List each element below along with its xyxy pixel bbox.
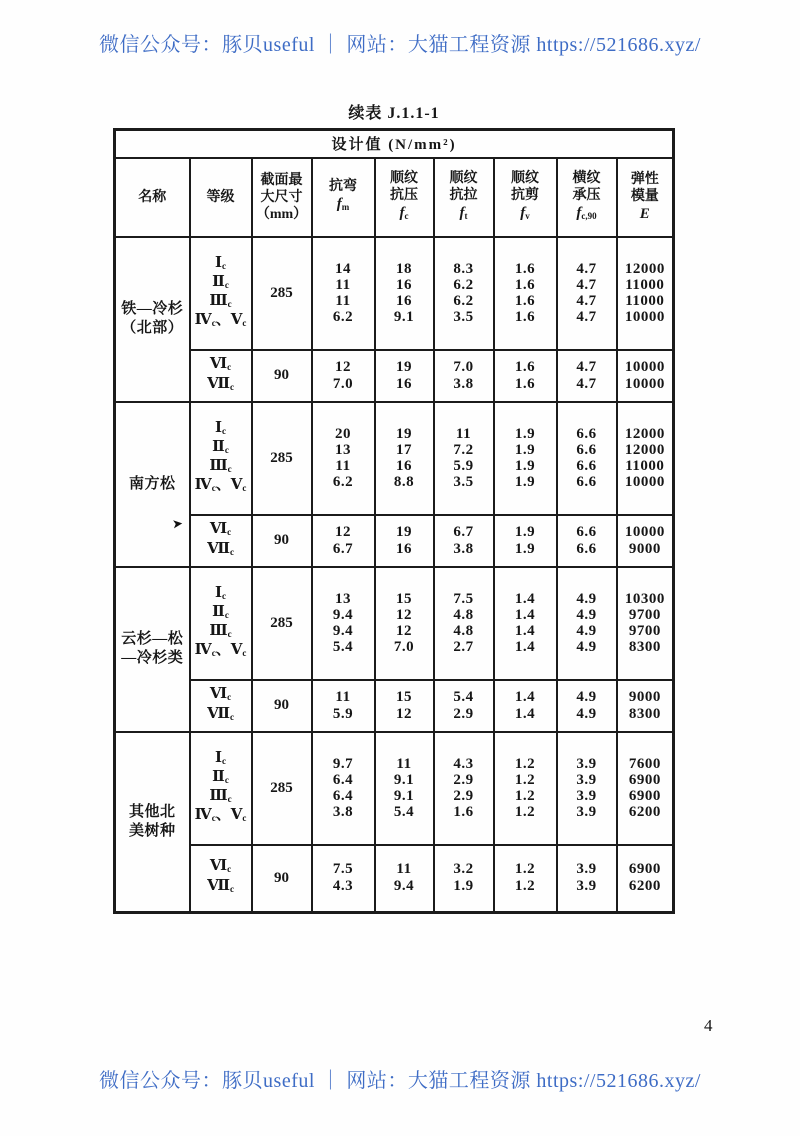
value: 1.4	[514, 607, 536, 623]
grade-label: $Ⅲ_c$	[209, 623, 232, 639]
value: 6.2	[332, 474, 354, 490]
value: 10000	[624, 309, 665, 325]
value: 18	[396, 261, 412, 277]
column-header-line: 抗拉	[449, 187, 478, 203]
species-name-line: 美树种	[128, 822, 176, 839]
max-size-cell: 285	[252, 402, 312, 515]
page-number: 4	[704, 1016, 713, 1035]
value: 4.7	[576, 261, 597, 277]
column-header-line: （mm）	[255, 206, 308, 222]
values-cell-tension-parallel	[434, 237, 494, 350]
grade-label: $Ⅲ_c$	[209, 788, 232, 804]
value: 9700	[628, 607, 661, 623]
value: 9.1	[393, 772, 415, 788]
value: 19	[396, 426, 412, 442]
value: 9000	[628, 540, 661, 557]
value: 19	[396, 358, 412, 375]
value: 3.9	[576, 861, 597, 878]
values-cell-elastic-modulus	[617, 680, 674, 732]
grade-cell	[190, 237, 252, 350]
value: 17	[396, 442, 412, 458]
grade-label: $Ⅶ_c$	[207, 540, 234, 557]
column-header-symbol: $f_{c,90}$	[576, 204, 597, 221]
value: 1.2	[514, 788, 536, 804]
value: 10000	[624, 358, 665, 375]
value: 20	[335, 426, 351, 442]
value: 1.4	[514, 623, 536, 639]
value: 3.5	[453, 474, 474, 490]
grade-label: $Ⅰ_c$	[214, 420, 227, 436]
value: 1.9	[453, 878, 474, 895]
values-cell-bending	[312, 567, 375, 680]
value: 3.9	[576, 756, 597, 772]
value: 4.9	[576, 591, 597, 607]
value: 9.4	[332, 623, 354, 639]
values-cell-bearing-perpendicular	[557, 845, 617, 913]
grade-cell	[190, 515, 252, 567]
values-cell-bending	[312, 402, 375, 515]
species-name-line: —冷杉类	[121, 650, 184, 666]
values-cell-compression-parallel	[375, 567, 434, 680]
value: 4.9	[576, 705, 597, 722]
value: 4.7	[576, 375, 597, 392]
column-header-line: 弹性	[630, 172, 659, 187]
value: 6900	[628, 861, 661, 878]
values-cell-compression-parallel	[375, 515, 434, 567]
value: 10000	[624, 523, 665, 540]
value: 11000	[625, 277, 665, 293]
table-row	[115, 567, 674, 680]
value: 1.6	[514, 261, 536, 277]
value: 1.6	[514, 277, 536, 293]
value: 1.2	[514, 804, 536, 820]
value: 11	[455, 426, 472, 442]
column-header-symbol: $f_v$	[520, 204, 530, 221]
column-header-line: 抗剪	[511, 187, 539, 203]
column-header-line: 横纹	[572, 170, 601, 186]
table-row	[115, 732, 674, 845]
value: 4.9	[576, 623, 597, 639]
value: 12	[396, 705, 412, 722]
values-cell-bending	[312, 732, 375, 845]
values-cell-shear-parallel	[494, 845, 557, 913]
values-cell-bending	[312, 515, 375, 567]
values-cell-compression-parallel	[375, 845, 434, 913]
value: 13	[335, 591, 351, 607]
values-cell-elastic-modulus	[617, 732, 674, 845]
grade-label: $Ⅰ_c$	[214, 585, 227, 601]
value: 16	[396, 458, 412, 474]
value: 8300	[628, 705, 661, 722]
value: 10300	[624, 591, 665, 607]
value: 4.3	[453, 756, 474, 772]
value: 9000	[628, 688, 661, 705]
column-header-line: 顺纹	[390, 170, 418, 186]
values-cell-bearing-perpendicular	[557, 732, 617, 845]
values-cell-tension-parallel	[434, 567, 494, 680]
values-cell-bending	[312, 845, 375, 913]
value: 12	[396, 623, 412, 639]
grade-label: $Ⅲ_c$	[209, 458, 232, 474]
grade-label: $Ⅳ_c$、$Ⅴ_c$	[194, 312, 247, 328]
values-cell-bending	[312, 350, 375, 402]
design-values-table	[113, 128, 675, 914]
value: 9.1	[393, 788, 415, 804]
grade-label: $Ⅳ_c$、$Ⅴ_c$	[194, 477, 247, 493]
grade-cell	[190, 845, 252, 913]
column-header-symbol: $f_t$	[459, 204, 468, 221]
values-cell-tension-parallel	[434, 680, 494, 732]
grade-label: $Ⅱ_c$	[212, 769, 229, 785]
value: 3.2	[453, 861, 474, 878]
species-name	[115, 567, 190, 732]
design-values-table-body	[115, 130, 674, 913]
column-header-line: 顺纹	[449, 170, 478, 186]
grade-label: $Ⅱ_c$	[212, 439, 229, 455]
value: 15	[396, 591, 412, 607]
value: 11000	[625, 458, 665, 474]
grade-cell	[190, 732, 252, 845]
grade-label: $Ⅳ_c$、$Ⅴ_c$	[194, 642, 247, 658]
species-name-line: 其他北	[128, 803, 176, 820]
table-row	[115, 130, 674, 158]
value: 3.9	[576, 804, 597, 820]
values-cell-shear-parallel	[494, 567, 557, 680]
table-row	[115, 402, 674, 515]
value: 4.7	[576, 358, 597, 375]
value: 2.9	[453, 705, 474, 722]
column-header-line: 承压	[572, 187, 601, 203]
column-header-line: 大尺寸	[260, 189, 303, 205]
column-header-max-section-size	[252, 158, 312, 237]
values-cell-shear-parallel	[494, 237, 557, 350]
value: 6.4	[332, 772, 354, 788]
watermark-banner-bottom: 微信公众号：豚贝useful ｜ 网站：大猫工程资源 https://521686.xyz/	[99, 1070, 701, 1092]
grade-cell	[190, 567, 252, 680]
value: 3.8	[453, 375, 474, 392]
grade-label: $Ⅵ_c$	[209, 520, 232, 537]
column-header-symbol: $f_m$	[336, 196, 350, 212]
values-cell-elastic-modulus	[617, 515, 674, 567]
value: 3.9	[576, 772, 597, 788]
grade-label: $Ⅱ_c$	[212, 604, 229, 620]
max-size-cell: 285	[252, 567, 312, 680]
value: 16	[396, 540, 412, 557]
value: 3.9	[576, 788, 597, 804]
value: 1.6	[514, 293, 536, 309]
column-header-line: 名称	[138, 189, 167, 205]
value: 15	[396, 688, 412, 705]
values-cell-compression-parallel	[375, 732, 434, 845]
value: 4.7	[576, 277, 597, 293]
value: 8.8	[393, 474, 415, 490]
grade-label: $Ⅵ_c$	[209, 858, 232, 875]
values-cell-elastic-modulus	[617, 567, 674, 680]
species-name-line: 南方松	[128, 475, 176, 492]
value: 6.6	[576, 442, 597, 458]
values-cell-tension-parallel	[434, 402, 494, 515]
value: 6.2	[453, 293, 474, 309]
values-cell-bearing-perpendicular	[557, 402, 617, 515]
values-cell-elastic-modulus	[617, 402, 674, 515]
table-row	[115, 237, 674, 350]
value: 6.2	[453, 277, 474, 293]
values-cell-compression-parallel	[375, 350, 434, 402]
grade-label: $Ⅶ_c$	[207, 375, 234, 392]
value: 6.6	[576, 523, 597, 540]
value: 6.6	[576, 458, 597, 474]
column-header-elastic-modulus	[617, 158, 674, 237]
values-cell-compression-parallel	[375, 680, 434, 732]
value: 3.8	[453, 540, 474, 557]
value: 1.9	[514, 426, 536, 442]
value: 2.9	[453, 788, 474, 804]
value: 6.6	[576, 474, 597, 490]
species-name	[115, 237, 190, 402]
grade-label: $Ⅰ_c$	[214, 255, 227, 271]
values-cell-bearing-perpendicular	[557, 680, 617, 732]
column-header-bending	[312, 158, 375, 237]
values-cell-shear-parallel	[494, 732, 557, 845]
column-header-symbol: E	[639, 206, 650, 222]
column-header-line: 抗压	[390, 187, 418, 203]
value: 12	[335, 358, 351, 375]
column-header-line: 顺纹	[511, 170, 539, 186]
column-header-compression-parallel	[375, 158, 434, 237]
table-row	[115, 515, 674, 567]
values-cell-bearing-perpendicular	[557, 515, 617, 567]
value: 1.9	[514, 458, 536, 474]
value: 9.1	[393, 309, 415, 325]
value: 4.3	[332, 878, 354, 895]
value: 9700	[628, 623, 661, 639]
value: 6.6	[576, 540, 597, 557]
table-row	[115, 680, 674, 732]
values-cell-compression-parallel	[375, 237, 434, 350]
species-name-line: （北部）	[121, 320, 184, 336]
value: 10000	[624, 474, 665, 490]
value: 12000	[624, 426, 665, 442]
value: 2.7	[453, 639, 474, 655]
column-header-line: 等级	[206, 189, 235, 205]
value: 16	[396, 293, 412, 309]
value: 3.5	[453, 309, 474, 325]
value: 4.8	[453, 607, 474, 623]
values-cell-shear-parallel	[494, 402, 557, 515]
value: 9.4	[332, 607, 354, 623]
grade-label: $Ⅳ_c$、$Ⅴ_c$	[194, 807, 247, 823]
value: 8.3	[453, 261, 474, 277]
value: 9.7	[332, 756, 354, 772]
table-row	[115, 845, 674, 913]
column-header-tension-parallel	[434, 158, 494, 237]
species-name-line: 云杉—松	[121, 631, 184, 647]
column-header-line: 抗弯	[329, 179, 357, 194]
values-cell-shear-parallel	[494, 350, 557, 402]
value: 10000	[624, 375, 665, 392]
value: 7.5	[453, 591, 474, 607]
value: 8300	[628, 639, 661, 655]
column-header-shear-parallel	[494, 158, 557, 237]
value: 19	[396, 523, 412, 540]
value: 1.2	[514, 756, 536, 772]
value: 12000	[624, 442, 665, 458]
grade-cell	[190, 680, 252, 732]
max-size-cell: 90	[252, 680, 312, 732]
value: 12	[396, 607, 412, 623]
value: 12000	[624, 261, 665, 277]
value: 4.7	[576, 293, 597, 309]
value: 6.7	[453, 523, 474, 540]
values-cell-elastic-modulus	[617, 350, 674, 402]
value: 16	[396, 375, 412, 392]
column-header-line: 截面最	[260, 172, 303, 188]
value: 11	[335, 458, 351, 474]
values-cell-compression-parallel	[375, 402, 434, 515]
value: 3.9	[576, 878, 597, 895]
value: 1.9	[514, 442, 536, 458]
values-cell-tension-parallel	[434, 515, 494, 567]
value: 1.4	[514, 705, 536, 722]
max-size-cell: 285	[252, 732, 312, 845]
values-cell-elastic-modulus	[617, 845, 674, 913]
grade-cell	[190, 350, 252, 402]
value: 4.8	[453, 623, 474, 639]
value: 14	[335, 261, 351, 277]
value: 1.9	[514, 540, 536, 557]
scan-artifact-arrow-icon: ➤	[171, 515, 184, 532]
value: 11	[335, 277, 351, 293]
watermark-banner-top: 微信公众号：豚贝useful ｜ 网站：大猫工程资源 https://521686.xyz/	[99, 34, 701, 56]
values-cell-bending	[312, 680, 375, 732]
value: 5.9	[332, 705, 354, 722]
span-header-design-values: 设计值 (N/mm²)	[115, 130, 674, 158]
column-header-bearing-perpendicular	[557, 158, 617, 237]
values-cell-elastic-modulus	[617, 237, 674, 350]
values-cell-tension-parallel	[434, 732, 494, 845]
value: 6.4	[332, 788, 354, 804]
value: 1.4	[514, 688, 536, 705]
values-cell-shear-parallel	[494, 515, 557, 567]
values-cell-bearing-perpendicular	[557, 567, 617, 680]
value: 4.9	[576, 639, 597, 655]
value: 3.8	[332, 804, 354, 820]
value: 6900	[628, 772, 661, 788]
grade-label: $Ⅶ_c$	[207, 878, 234, 895]
grade-label: $Ⅲ_c$	[209, 293, 232, 309]
value: 6200	[628, 878, 661, 895]
table-row	[115, 350, 674, 402]
grade-label: $Ⅰ_c$	[214, 750, 227, 766]
value: 1.6	[453, 804, 474, 820]
value: 1.6	[514, 375, 536, 392]
value: 5.4	[453, 688, 474, 705]
value: 1.6	[514, 309, 536, 325]
value: 11	[335, 293, 351, 309]
value: 4.7	[576, 309, 597, 325]
max-size-cell: 90	[252, 845, 312, 913]
grade-label: $Ⅵ_c$	[209, 685, 232, 702]
value: 7.0	[453, 358, 474, 375]
value: 1.4	[514, 639, 536, 655]
value: 6.6	[576, 426, 597, 442]
species-name-line: 铁—冷杉	[121, 301, 184, 317]
max-size-cell: 90	[252, 350, 312, 402]
max-size-cell: 285	[252, 237, 312, 350]
value: 6.2	[332, 309, 354, 325]
value: 7.2	[453, 442, 474, 458]
values-cell-tension-parallel	[434, 845, 494, 913]
value: 1.2	[514, 861, 536, 878]
value: 1.9	[514, 523, 536, 540]
value: 12	[335, 523, 351, 540]
value: 16	[396, 277, 412, 293]
value: 1.6	[514, 358, 536, 375]
column-header-symbol: $f_c$	[399, 204, 409, 221]
value: 1.2	[514, 878, 536, 895]
grade-label: $Ⅱ_c$	[212, 274, 229, 290]
table-row	[115, 158, 674, 237]
value: 7600	[628, 756, 661, 772]
value: 7.0	[393, 639, 415, 655]
value: 9.4	[393, 878, 415, 895]
values-cell-bearing-perpendicular	[557, 237, 617, 350]
value: 13	[335, 442, 351, 458]
column-header-grade	[190, 158, 252, 237]
value: 11	[335, 688, 351, 705]
values-cell-bending	[312, 237, 375, 350]
value: 1.2	[514, 772, 536, 788]
value: 1.9	[514, 474, 536, 490]
value: 6900	[628, 788, 661, 804]
value: 7.0	[332, 375, 354, 392]
value: 6200	[628, 804, 661, 820]
value: 11	[396, 756, 412, 772]
value: 2.9	[453, 772, 474, 788]
max-size-cell: 90	[252, 515, 312, 567]
grade-label: $Ⅶ_c$	[207, 705, 234, 722]
values-cell-tension-parallel	[434, 350, 494, 402]
column-header-name	[115, 158, 190, 237]
table-title: 续表 J.1.1-1	[348, 105, 440, 122]
value: 4.9	[576, 607, 597, 623]
species-name	[115, 402, 190, 567]
grade-label: $Ⅵ_c$	[209, 355, 232, 372]
column-header-line: 模量	[630, 189, 659, 204]
value: 1.4	[514, 591, 536, 607]
values-cell-bearing-perpendicular	[557, 350, 617, 402]
value: 11000	[625, 293, 665, 309]
value: 4.9	[576, 688, 597, 705]
value: 5.4	[332, 639, 354, 655]
species-name	[115, 732, 190, 913]
grade-cell	[190, 402, 252, 515]
value: 6.7	[332, 540, 354, 557]
value: 5.4	[393, 804, 415, 820]
value: 7.5	[332, 861, 354, 878]
values-cell-shear-parallel	[494, 680, 557, 732]
value: 11	[396, 861, 412, 878]
value: 5.9	[453, 458, 474, 474]
